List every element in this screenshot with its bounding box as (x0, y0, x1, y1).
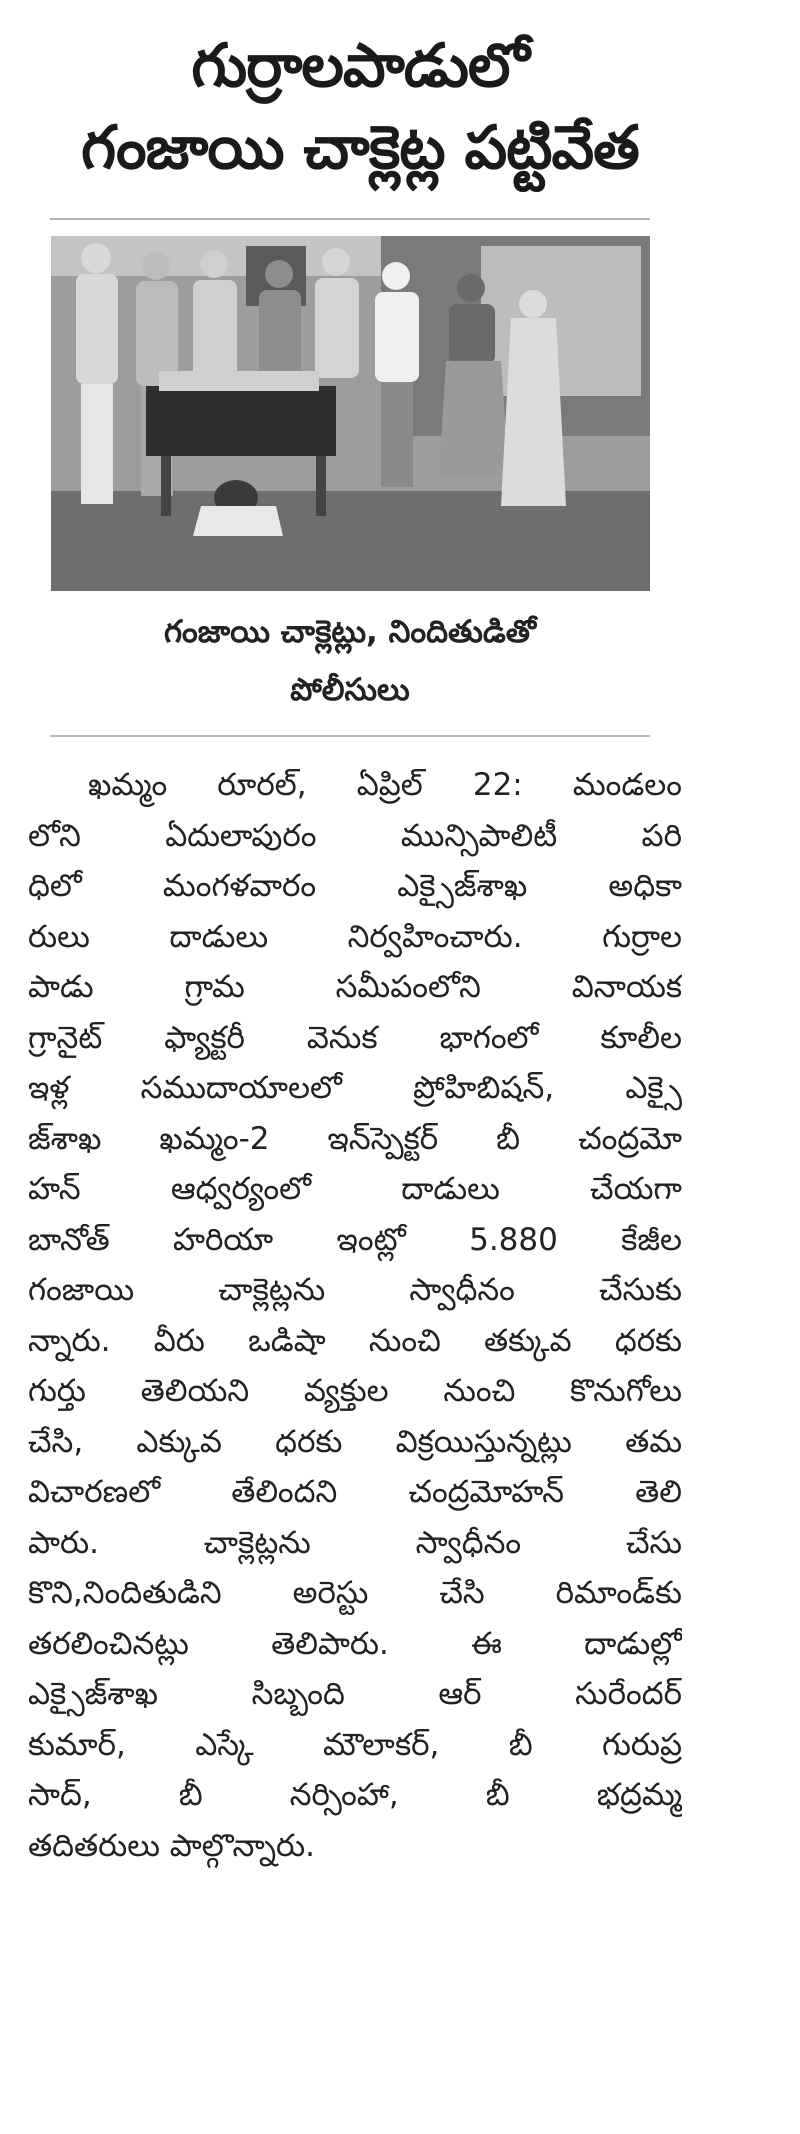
article-line: ధిలో మంగళవారం ఎక్సైజ్‌శాఖ అధికా (28, 868, 682, 904)
article-line: ఖమ్మం రూరల్, ఏప్రిల్ 22: మండలం (88, 767, 682, 803)
article-line: విచారణలో తేలిందని చంద్రమోహన్ తెలి (28, 1474, 682, 1510)
article-line: ఎక్సైజ్‌శాఖ సిబ్బంది ఆర్ సురేందర్ (28, 1676, 682, 1712)
article-line: గంజాయి చాక్లెట్లను స్వాధీనం చేసుకు (28, 1272, 682, 1308)
article-line: హన్ ఆధ్వర్యంలో దాడులు చేయగా (28, 1171, 682, 1207)
article-line: గుర్తు తెలియని వ్యక్తుల నుంచి కొనుగోలు (28, 1373, 682, 1409)
article-line: సాద్, బీ నర్సింహా, బీ భద్రమ్మ (28, 1777, 682, 1813)
caption-divider (50, 735, 650, 737)
article-line: ఇళ్ల సముదాయాలలో ప్రోహిబిషన్, ఎక్సై (28, 1070, 682, 1106)
article-line: పారు. చాక్లెట్లను స్వాధీనం చేసు (28, 1524, 682, 1561)
article-line: జ్‌శాఖ ఖమ్మం-2 ఇన్‌స్పెక్టర్ బీ చంద్రమో (28, 1120, 682, 1157)
article-line: తదితరులు పాల్గొన్నారు. (28, 1827, 315, 1864)
article-line: గ్రానైట్ ఫ్యాక్టరీ వెనుక భాగంలో కూలీల (28, 1019, 682, 1056)
article-line: చేసి, ఎక్కువ ధరకు విక్రయిస్తున్నట్లు తమ (28, 1423, 682, 1460)
news-photo (51, 236, 650, 591)
article-line: కుమార్, ఎస్కే మౌలాకర్, బీ గురుప్ర (28, 1726, 682, 1763)
photo-caption-line-2: పోలీసులు (290, 672, 410, 708)
article-line: కొని,నిందితుడిని అరెస్టు చేసి రిమాండ్‌కు (28, 1575, 682, 1611)
photo-caption-line-1: గంజాయి చాక్లెట్లు, నిందితుడితో (163, 614, 537, 650)
article-line: తరలించినట్లు తెలిపారు. ఈ దాడుల్లో (28, 1625, 682, 1662)
news-photo-graphic (51, 236, 650, 591)
article-body (28, 760, 682, 1871)
article-line: బానోత్ హరియా ఇంట్లో 5.880 కేజీల (28, 1221, 682, 1258)
article-line: న్నారు. వీరు ఒడిషా నుంచి తక్కువ ధరకు (28, 1322, 682, 1359)
headline-line-2: గంజాయి చాక్లెట్ల పట్టివేత (81, 113, 639, 183)
article-line: రులు దాడులు నిర్వహించారు. గుర్రాల (28, 918, 682, 955)
article-line: లోని ఏదులాపురం మున్సిపాలిటీ పరి (28, 817, 682, 854)
top-divider (50, 218, 650, 220)
headline-line-1: గుర్రాలపాడులో (191, 31, 529, 101)
article-line: పాడు గ్రామ సమీపంలోని వినాయక (28, 969, 682, 1005)
